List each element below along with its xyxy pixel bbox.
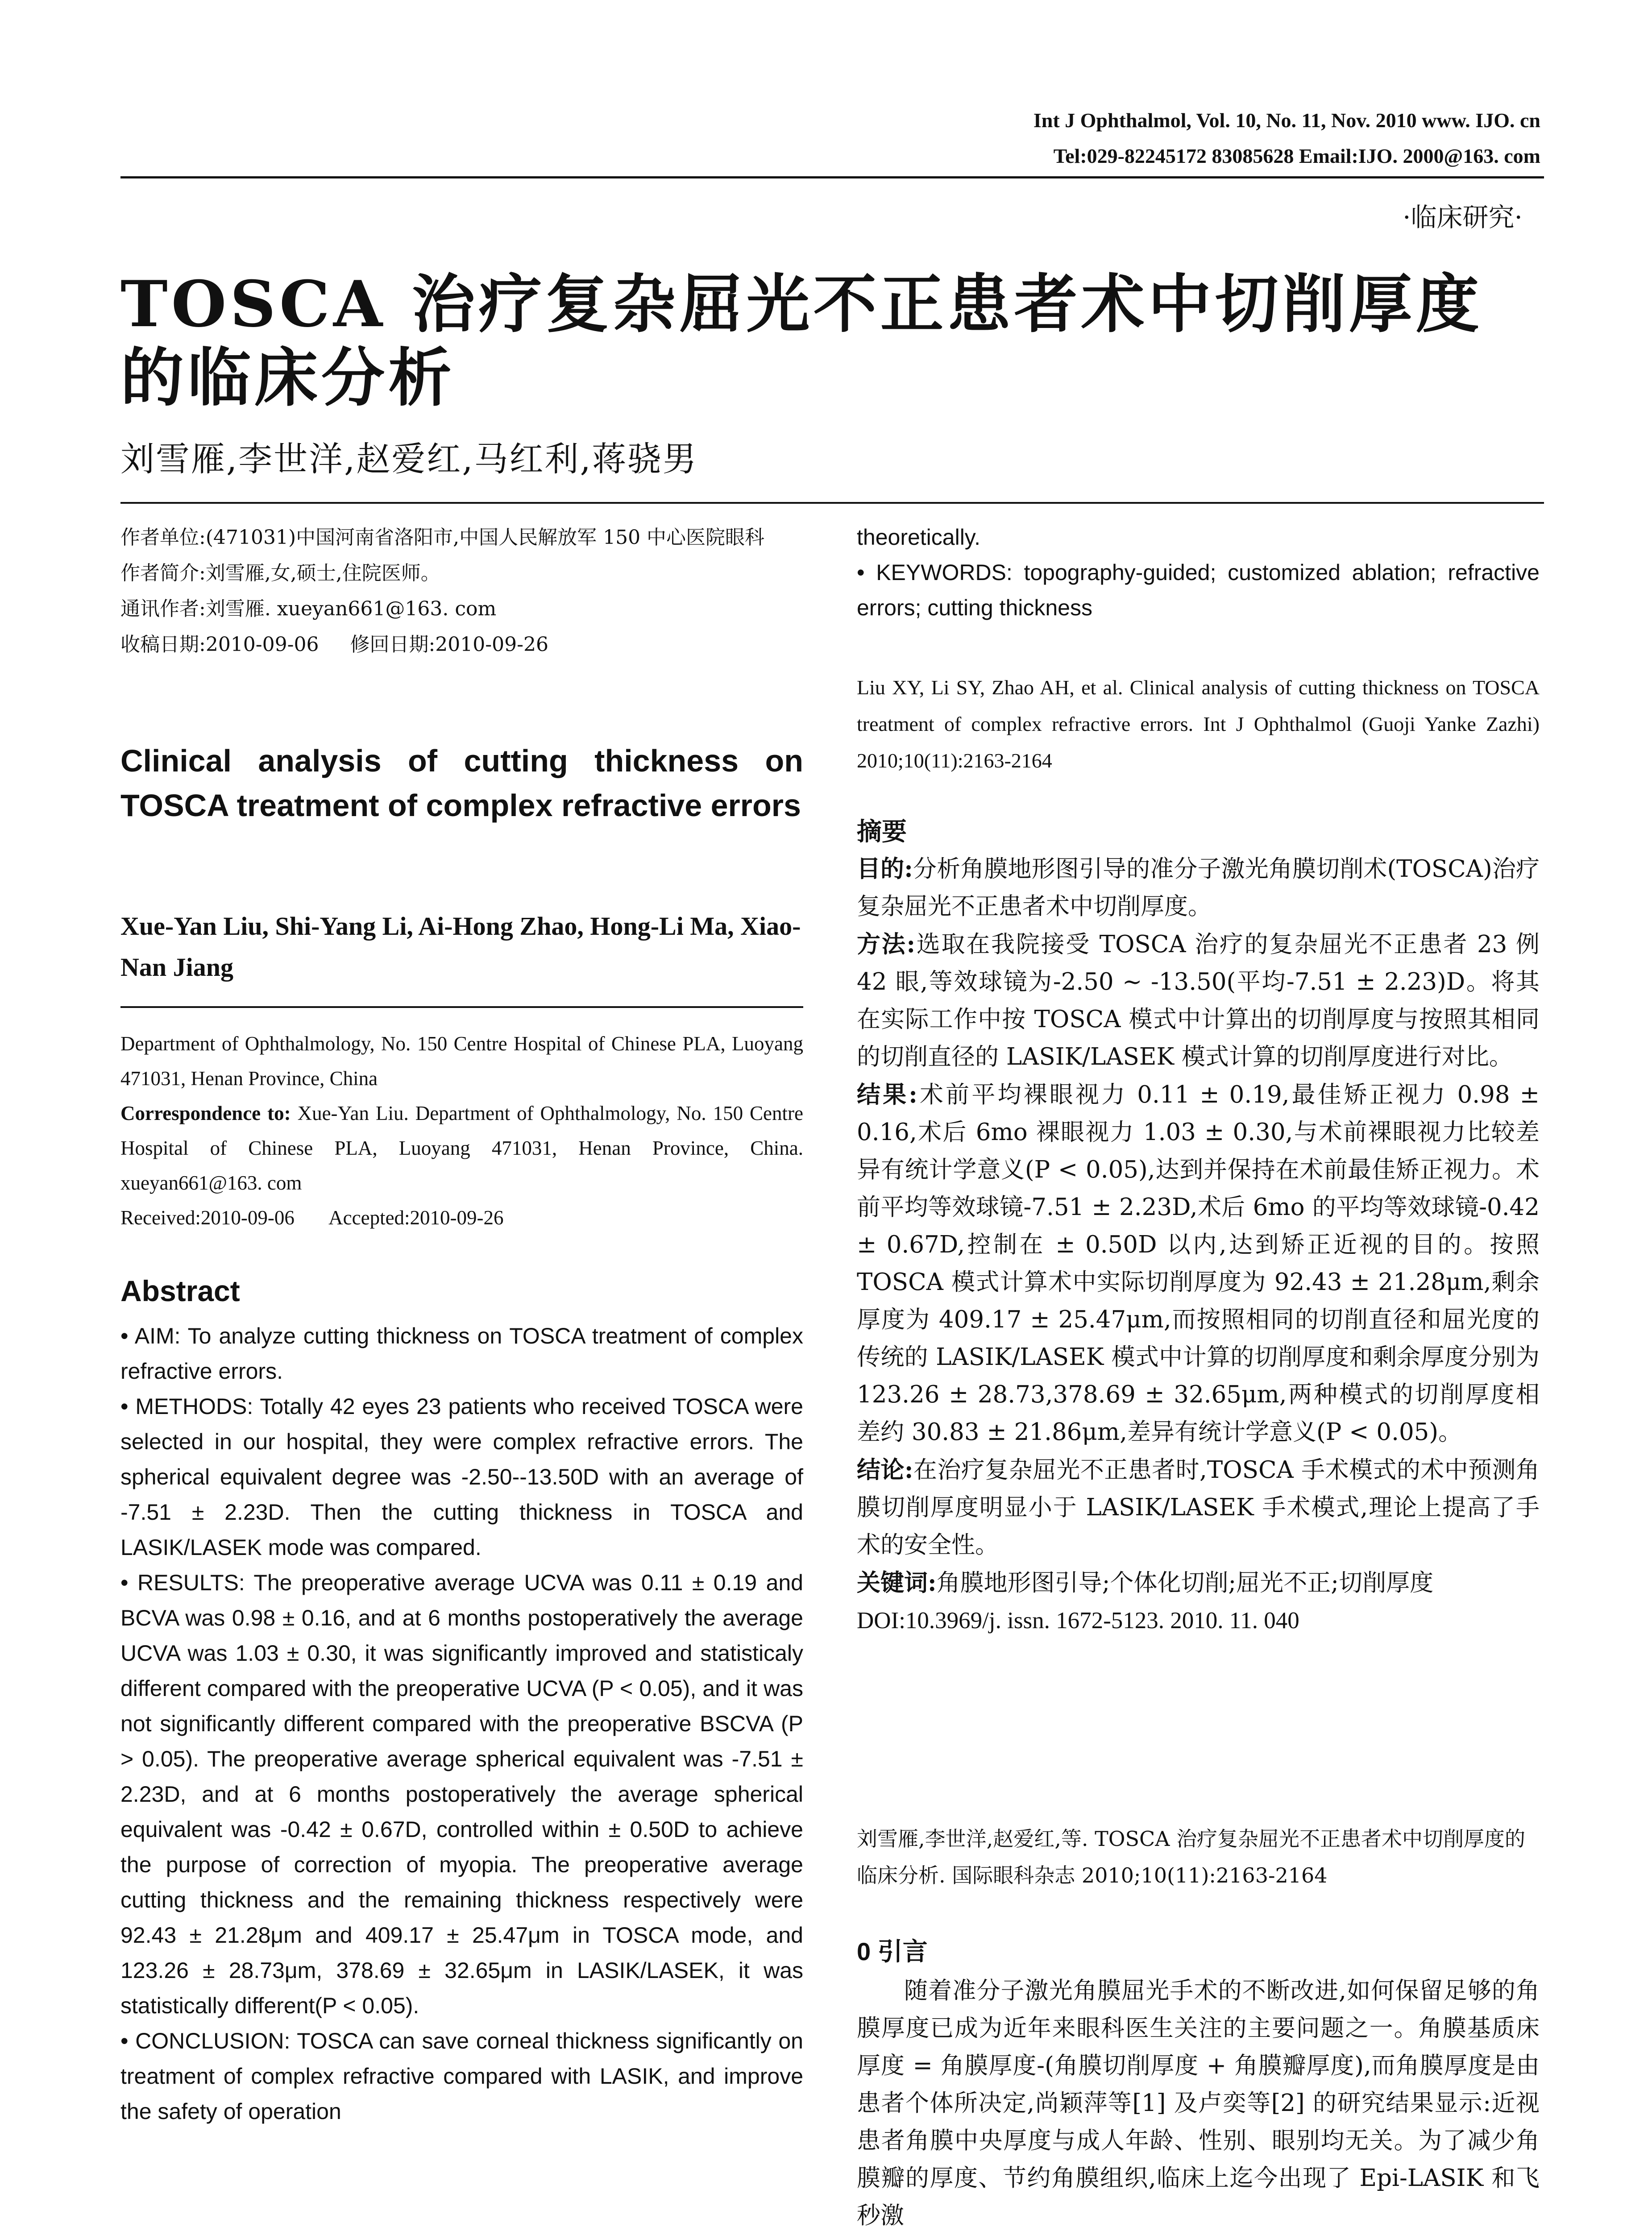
author-info [120, 520, 803, 663]
purpose-label: 目的: [857, 855, 913, 883]
citation-en: Liu XY, Li SY, Zhao AH, et al. Clinical analysis of cutting thickness on TOSCA treatment of complex refractive errors. Int J Ophthalmol (Guoji Yanke Zazhi) 2010;10(11):2163-2164 [857, 676, 1540, 772]
affiliation-en: Department of Ophthalmology, No. 150 Centre Hospital of Chinese PLA, Luoyang 471031, Henan Province, China [120, 1033, 803, 1090]
abstract-cn-conclusion [857, 1451, 1540, 1564]
section-tag: ·临床研究· [1403, 202, 1523, 232]
title-rule [120, 502, 1544, 504]
keywords-cn-label: 关键词: [857, 1569, 937, 1597]
journal-header-line1: Int J Ophthalmol, Vol. 10, No. 11, Nov. 2010 www. IJO. cn [1033, 109, 1540, 132]
method-label: 方法: [857, 930, 916, 958]
abstract-en-continued [857, 520, 1540, 626]
keywords-en: • KEYWORDS: topography-guided; customized ablation; refractive errors; cutting thickness [857, 560, 1540, 620]
abstract-cn-method [857, 925, 1540, 1076]
abstract-cn-purpose [857, 850, 1540, 925]
author-bio-cn: 作者简介:刘雪雁,女,硕士,住院医师。 [120, 562, 440, 585]
abstract-results: • RESULTS: The preoperative average UCVA was 0.11 ± 0.19 and BCVA was 0.98 ± 0.16, and at 6 months postoperatively the average UCVA was 1.03 ± 0.30, it was significantly improved and statisticaly different compared with the preoperative UCVA (P < 0.05), and it was not significantly different compared with the preoperative BSCVA (P > 0.05). The preoperative average spherical equivalent was -7.51 ± 2.23D, and at 6 months postoperatively the average spherical equivalent was -0.42 ± 0.67D, controlled within ± 0.50D to achieve the purpose of correction of myopia. The preoperative average cutting thickness and the remaining thickness respectively were 92.43 ± 21.28μm and 409.17 ± 25.47μm in TOSCA mode, and 123.26 ± 28.73μm, 378.69 ± 32.65μm in LASIK/LASEK, it was statistically different(P < 0.05). [120, 1570, 803, 2018]
conclusion-label: 结论: [857, 1456, 913, 1484]
english-authors: Xue-Yan Liu, Shi-Yang Li, Ai-Hong Zhao, Hong-Li Ma, Xiao-Nan Jiang [120, 912, 801, 982]
citation-cn: 刘雪雁,李世洋,赵爱红,等. TOSCA 治疗复杂屈光不正患者术中切削厚度的临床分析. 国际眼科杂志 2010;10(11):2163-2164 [857, 1827, 1526, 1887]
intro [857, 1972, 1540, 2231]
abstract-en [120, 1319, 803, 2129]
authors-rule [120, 1006, 803, 1008]
author-affiliation-cn: 作者单位:(471031)中国河南省洛阳市,中国人民解放军 150 中心医院眼科 [120, 526, 765, 549]
header-rule [120, 176, 1544, 178]
keywords-cn-text: 角膜地形图引导;个体化切削;屈光不正;切削厚度 [936, 1569, 1434, 1597]
doi: DOI:10.3969/j. issn. 1672-5123. 2010. 11. 040 [857, 1608, 1299, 1634]
intro-heading: 0 引言 [857, 1937, 928, 1966]
dates-cn: 收稿日期:2010-09-06 修回日期:2010-09-26 [120, 633, 548, 656]
result-text: 术前平均裸眼视力 0.11 ± 0.19,最佳矫正视力 0.98 ± 0.16,术后 6mo 裸眼视力 1.03 ± 0.30,与术前裸眼视力比较差异有统计学意义(P < 0.05),达到并保持在术前最佳矫正视力。术前平均等效球镜-7.51 ± 2.23D,术后 6mo 的平均等效球镜-0.42 ± 0.67D,控制在 ± 0.50D 以内,达到矫正近视的目的。按照 TOSCA 模式计算术中实际切削厚度为 92.43 ± 21.28μm,剩余厚度为 409.17 ± 25.47μm,而按照相同的切削直径和屈光度的传统的 LASIK/LASEK 模式中计算的切削厚度和剩余厚度分别为 123.26 ± 28.73,378.69 ± 32.65μm,两种模式的切削厚度相差约 30.83 ± 21.86μm,差异有统计学意义(P < 0.05)。 [857, 1081, 1540, 1446]
journal-header-line2: Tel:029-82245172 83085628 Email:IJO. 2000@163. com [1053, 145, 1540, 167]
abstract-conclusion-end: theoretically. [857, 525, 980, 550]
abstract-methods: • METHODS: Totally 42 eyes 23 patients who received TOSCA were selected in our hospital, they were complex refractive errors. The spherical equivalent degree was -2.50--13.50D with an average of -7.51 ± 2.23D. Then the cutting thickness in TOSCA and LASIK/LASEK mode was compared. [120, 1394, 803, 1560]
conclusion-text: 在治疗复杂屈光不正患者时,TOSCA 手术模式的术中预测角膜切削厚度明显小于 LASIK/LASEK 手术模式,理论上提高了手术的安全性。 [857, 1456, 1540, 1559]
abstract-heading: Abstract [120, 1274, 240, 1307]
correspondence-en [120, 1096, 803, 1200]
method-text: 选取在我院接受 TOSCA 治疗的复杂屈光不正患者 23 例 42 眼,等效球镜为-2.50 ~ -13.50(平均-7.51 ± 2.23)D。将其在实际工作中按 TOSCA 模式中计算出的切削厚度与按照其相同的切削直径的 LASIK/LASEK 模式计算的切削厚度进行对比。 [857, 931, 1540, 1070]
purpose-text: 分析角膜地形图引导的准分子激光角膜切削术(TOSCA)治疗复杂屈光不正患者术中切削厚度。 [857, 855, 1540, 920]
page-title: TOSCA 治疗复杂屈光不正患者术中切削厚度的临床分析 [120, 267, 1483, 415]
abstract-cn-heading: 摘要 [857, 817, 907, 846]
keywords-cn [857, 1564, 1540, 1602]
result-label: 结果: [857, 1081, 917, 1108]
correspondence-label: Correspondence to: [120, 1102, 291, 1124]
abstract-aim: • AIM: To analyze cutting thickness on TOSCA treatment of complex refractive errors. [120, 1323, 803, 1384]
english-title: Clinical analysis of cutting thickness on TOSCA treatment of complex refractive errors [120, 743, 803, 823]
intro-paragraph: 随着准分子激光角膜屈光手术的不断改进,如何保留足够的角膜厚度已成为近年来眼科医生关注的主要问题之一。角膜基质床厚度 = 角膜厚度-(角膜切削厚度 + 角膜瓣厚度),而角膜厚度是由患者个体所决定,尚颖萍等[1] 及卢奕等[2] 的研究结果显示:近视患者角膜中央厚度与成人年龄、性别、眼别均无关。为了减少角膜瓣的厚度、节约角膜组织,临床上迄今出现了 Epi-LASIK 和飞秒激 [857, 1977, 1540, 2229]
abstract-cn-result [857, 1076, 1540, 1451]
affiliation-block [120, 1026, 803, 1235]
abstract-conclusion: • CONCLUSION: TOSCA can save corneal thickness significantly on treatment of complex refractive compared with LASIK, and improve the safety of operation [120, 2028, 803, 2124]
received-dates-en: Received:2010-09-06 Accepted:2010-09-26 [120, 1207, 504, 1229]
corresponding-author-cn: 通讯作者:刘雪雁. xueyan661@163. com [120, 597, 497, 620]
authors-cn: 刘雪雁,李世洋,赵爱红,马红利,蒋骁男 [120, 439, 698, 479]
abstract-cn [857, 850, 1540, 1639]
correspondence-text: Xue-Yan Liu. Department of Ophthalmology, No. 150 Centre Hospital of Chinese PLA, Luoyang 471031, Henan Province, China. xueyan661@163. com [120, 1102, 803, 1194]
